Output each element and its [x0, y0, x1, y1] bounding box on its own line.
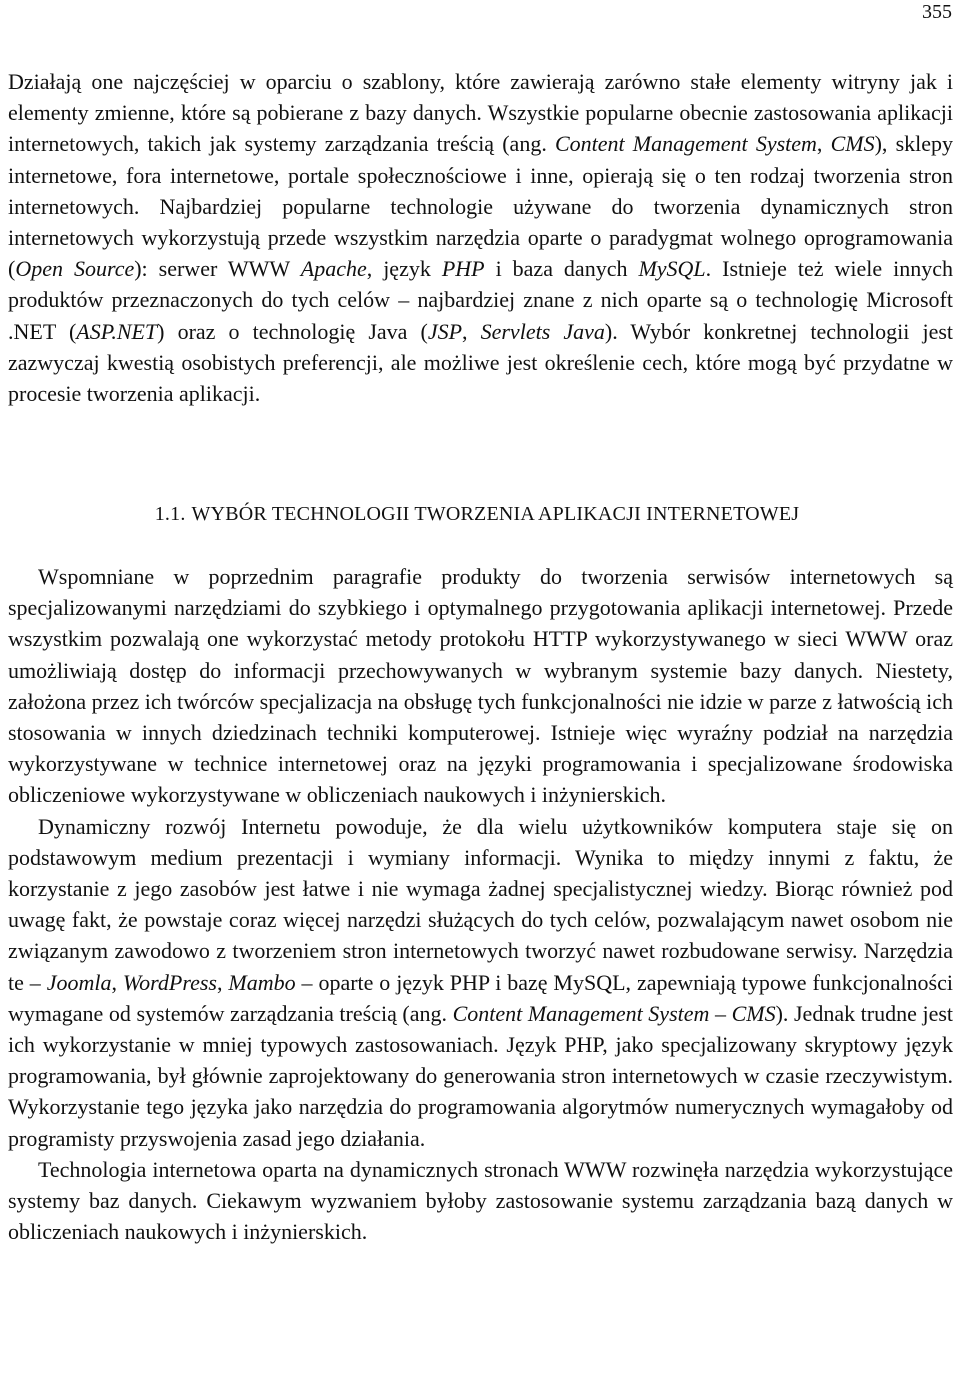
intro-text-run: ,	[462, 318, 481, 344]
term-jsp: JSP	[427, 318, 463, 344]
section-paragraph-1: Wspomniane w poprzednim paragrafie produkty do tworzenia serwisów internetowych są specjalizowanymi narzędziami do szybkiego i optymalnego przygotowania aplikacji internetowej. Przede wszystkim pozwalają one wykorzystać metody protokołu HTTP wykorzystywanego w sieci WWW oraz umożliwiają dostęp do informacji przechowywanych w wybranym systemie bazy danych. Niestety, założona przez ich twórców specjalizacja na obsługę tych funkcjonalności nie idzie w parze z łatwością ich stosowania w innych dziedzinach techniki komputerowej. Istnieje więc wyraźny podział na narzędzia wykorzystywane w technice internetowej oraz na języki programowania i specjalizowane środowiska obliczeniowe wykorzystywane w obliczeniach naukowych i inżynierskich.	[8, 564, 953, 808]
term-aspnet: ASP.NET	[76, 318, 158, 344]
section-number: 1.1.	[154, 503, 186, 525]
section-heading	[0, 500, 960, 528]
term-joomla: Joomla	[46, 969, 112, 995]
term-wordpress: WordPress	[122, 969, 217, 995]
section-text-run: ,	[111, 969, 123, 995]
term-cms-full: Content Management System – CMS	[452, 1000, 776, 1026]
term-servlets-java: Servlets Java	[480, 318, 605, 344]
intro-text-run: ,	[816, 131, 831, 157]
section-text-run: ). Jednak trudne jest ich wykorzystanie w mniej typowych zastosowaniach. Język PHP, jako specjalizowany skryptowy język programowania, był głównie zaprojektowany do generowania stron internetowych w czasie rzeczywistym. Wykorzystanie tego języka jako narzędzia do programowania algorytmów numerycznych wymagałoby od programisty przyswojenia zasad jego działania.	[8, 1000, 954, 1151]
section-paragraph-2	[8, 811, 953, 1154]
section-text-run: – oparte o język PHP i bazę MySQL, zapewniają typowe funkcjonalności wymagane od systemów zarządzania treścią (ang.	[8, 969, 953, 1026]
page-number: 355	[922, 1, 952, 23]
term-cms-full: Content Management System	[554, 131, 817, 157]
intro-paragraph	[8, 66, 953, 409]
section-text-run: Dynamiczny rozwój Internetu powoduje, że dla wielu użytkowników komputera staje się on podstawowym medium prezentacji i wymiany informacji. Wynika to między innymi z faktu, że korzystanie z jego zasobów jest łatwe i nie wymaga żadnej specjalistycznej wiedzy. Biorąc również pod uwagę fakt, że powstaje coraz więcej narzędzi służących do tych celów, pozwalającym nawet osobom nie związanym zawodowo z tworzeniem stron internetowych tworzyć nawet rozbudowane serwisy. Narzędzia te –	[8, 813, 953, 995]
intro-text-run: ). Wybór konkretnej technologii jest zazwyczaj kwestią osobistych preferencji, ale możliwe jest określenie cech, które mogą być przydatne w procesie tworzenia aplikacji.	[8, 318, 954, 407]
term-php: PHP	[441, 256, 485, 282]
section-text-run: ,	[217, 969, 229, 995]
term-open-source: Open Source	[15, 256, 135, 282]
term-apache: Apache	[300, 256, 367, 282]
section-body	[8, 561, 953, 1247]
section-paragraph-3: Technologia internetowa oparta na dynamicznych stronach WWW rozwinęła narzędzia wykorzystujące systemy baz danych. Ciekawym wyzwaniem byłoby zastosowanie systemu zarządzania bazą danych w obliczeniach naukowych i inżynierskich.	[8, 1156, 953, 1245]
intro-text-run: . Istnieje też wiele innych produktów przeznaczonych do tych celów – najbardziej znane z nich oparte są o technologię Microsoft .NET (	[8, 256, 953, 344]
term-mysql: MySQL	[638, 256, 706, 282]
intro-text-run: ), sklepy internetowe, fora internetowe, portale społecznościowe i inne, opierają się o ten rodzaj tworzenia stron internetowych. Najbardziej popularne technologie używane do tworzenia dynamicznych stron internetowych wykorzystują przede wszystkim narzędzia oparte o paradygmat wolnego oprogramowania (	[8, 131, 954, 282]
term-cms: CMS	[830, 131, 875, 157]
intro-text-run: ) oraz o technologię Java (	[157, 318, 428, 344]
intro-text	[8, 66, 953, 409]
intro-text-run: , język	[366, 256, 442, 282]
intro-text-run: Działają one najczęściej w oparciu o szablony, które zawierają zarówno stałe elementy witryny jak i elementy zmienne, które są pobierane z bazy danych. Wszystkie popularne obecnie zastosowania aplikacji internetowych, takich jak systemy zarządzania treścią (ang.	[8, 69, 953, 157]
section-title: WYBÓR TECHNOLOGII TWORZENIA APLIKACJI INTERNETOWEJ	[191, 503, 800, 525]
intro-text-run: i baza danych	[484, 256, 639, 282]
intro-text-run: ): serwer WWW	[134, 256, 301, 282]
term-mambo: Mambo	[228, 969, 296, 995]
